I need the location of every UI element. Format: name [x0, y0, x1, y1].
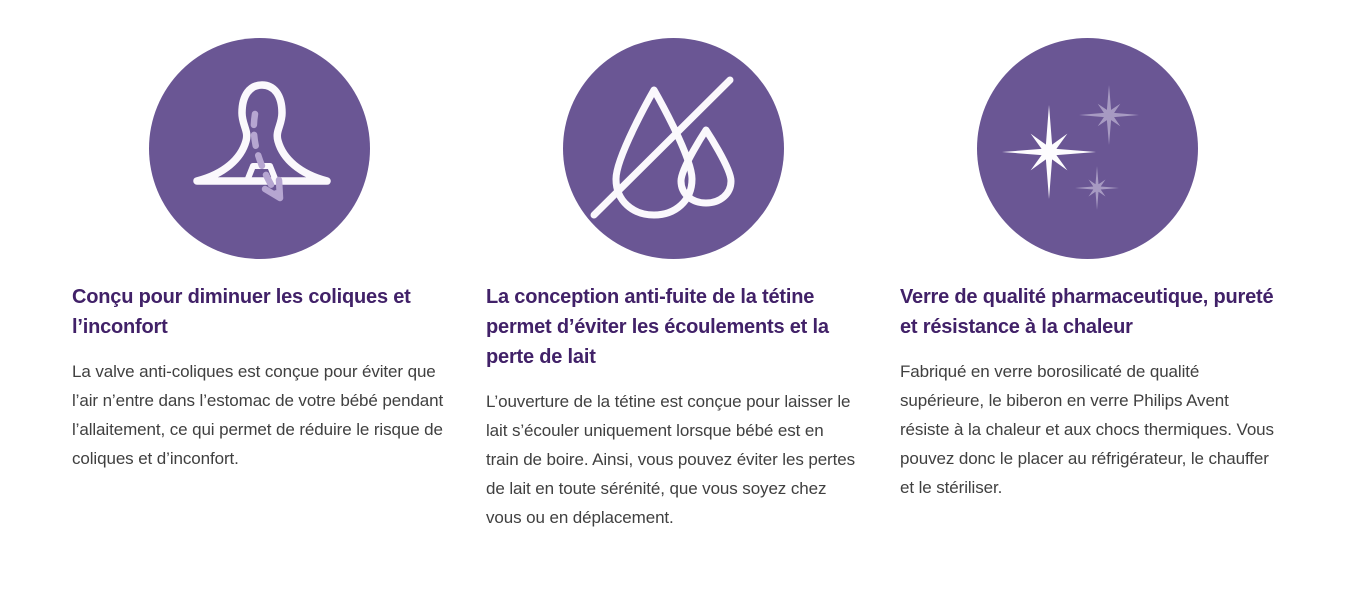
feature-title: La conception anti-fuite de la tétine permet d’éviter les écoulements et la perte de lait: [486, 286, 829, 368]
no-leak-icon-circle: [563, 38, 784, 259]
sparkle-stars-icon: [977, 38, 1198, 259]
feature-title: Verre de qualité pharmaceutique, pureté et résistance à la chaleur: [900, 286, 1274, 338]
feature-description: Fabriqué en verre borosilicaté de qualité supérieure, le biberon en verre Philips Avent résiste à la chaleur et aux chocs thermiques. Vous pouvez donc le placer au réfrigérateur, le chauffer et le stériliser.: [900, 362, 1274, 497]
anti-colic-icon-circle: [149, 38, 370, 259]
feature-description: L’ouverture de la tétine est conçue pour laisser le lait s’écouler uniquement lorsque bébé est en train de boire. Ainsi, vous pouvez éviter les pertes de lait en toute sérénité, que vous soyez chez vous ou en déplacement.: [486, 392, 855, 527]
feature-column-glass-quality: [900, 38, 1274, 532]
feature-column-anti-leak: [486, 38, 860, 532]
anti-colic-teat-icon: [149, 38, 370, 259]
no-leak-drops-icon: [563, 38, 784, 259]
sparkle-icon-circle: [977, 38, 1198, 259]
feature-column-anti-colic: [72, 38, 446, 532]
feature-title: Conçu pour diminuer les coliques et l’inconfort: [72, 286, 411, 338]
feature-description: La valve anti-coliques est conçue pour éviter que l’air n’entre dans l’estomac de votre bébé pendant l’allaitement, ce qui permet de réduire le risque de coliques et d’inconfort.: [72, 362, 444, 468]
